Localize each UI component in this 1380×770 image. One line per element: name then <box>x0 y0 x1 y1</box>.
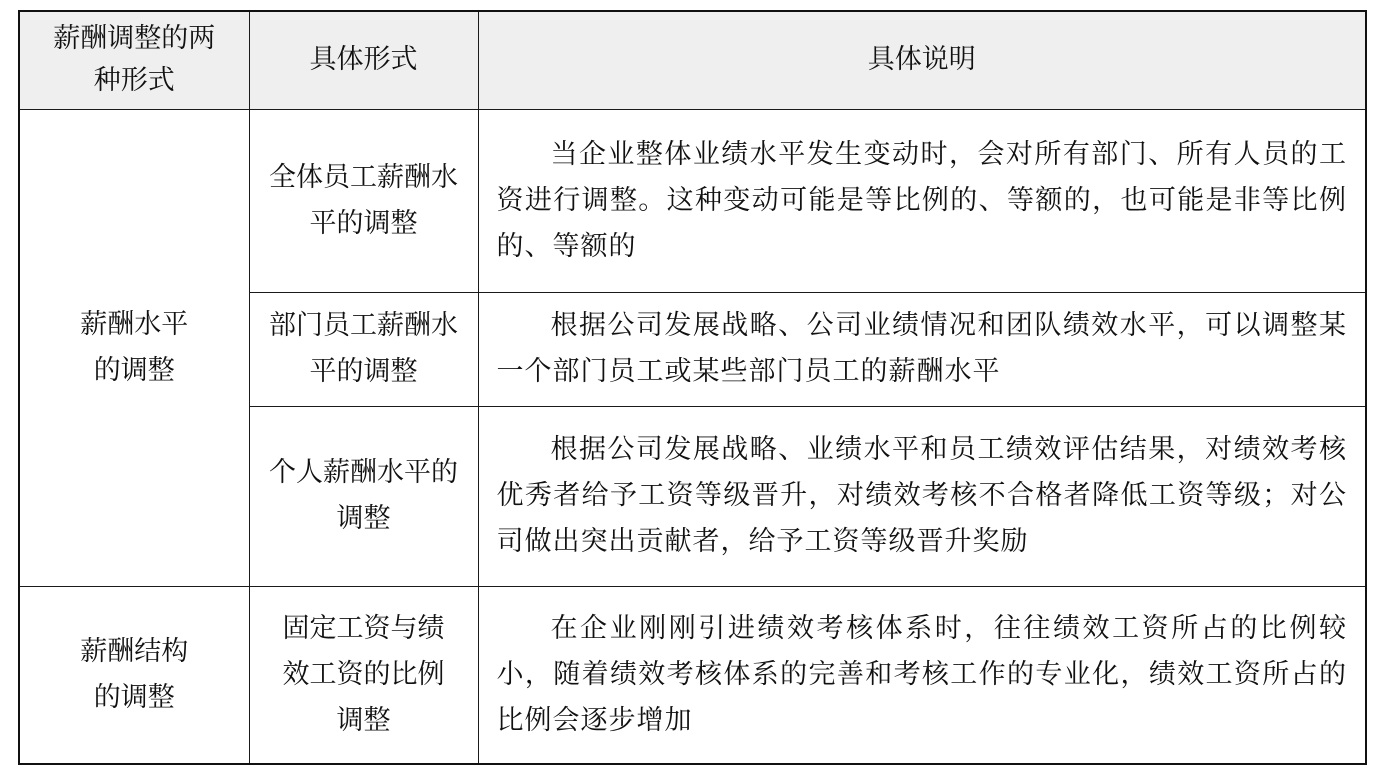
header-specific-description <box>478 11 1366 109</box>
header-specific-form-label: 具体形式 <box>309 44 418 76</box>
form-cell <box>249 406 478 586</box>
form-cell <box>249 292 478 406</box>
table-row <box>19 586 1366 764</box>
form-label: 全体员工薪酬水平的调整 <box>269 161 458 239</box>
description-text: 根据公司发展战略、公司业绩情况和团队绩效水平，可以调整某一个部门员工或某些部门员工的薪酬水平 <box>496 310 1347 387</box>
header-adjustment-type-label: 薪酬调整的两种形式 <box>53 23 216 97</box>
category-cell-salary-structure <box>19 586 249 764</box>
form-label: 固定工资与绩效工资的比例调整 <box>282 612 445 736</box>
form-cell <box>249 109 478 292</box>
description-text: 在企业刚刚引进绩效考核体系时，往往绩效工资所占的比例较小，随着绩效考核体系的完善和考核工作的专业化，绩效工资所占的比例会逐步增加 <box>496 612 1347 736</box>
description-cell <box>478 109 1366 292</box>
category-label: 薪酬水平的调整 <box>80 308 189 386</box>
header-specific-form <box>249 11 478 109</box>
header-specific-description-label: 具体说明 <box>867 44 976 76</box>
description-text: 当企业整体业绩水平发生变动时，会对所有部门、所有人员的工资进行调整。这种变动可能是等比例的、等额的，也可能是非等比例的、等额的 <box>496 138 1347 262</box>
category-label: 薪酬结构的调整 <box>80 635 189 713</box>
description-cell <box>478 406 1366 586</box>
description-cell <box>478 586 1366 764</box>
form-label: 个人薪酬水平的调整 <box>269 457 458 534</box>
table-row <box>19 109 1366 292</box>
category-cell-salary-level <box>19 109 249 586</box>
description-text: 根据公司发展战略、业绩水平和员工绩效评估结果，对绩效考核优秀者给予工资等级晋升，对绩效考核不合格者降低工资等级；对公司做出突出贡献者，给予工资等级晋升奖励 <box>496 434 1347 557</box>
description-cell <box>478 292 1366 406</box>
table-header-row <box>19 11 1366 109</box>
salary-adjustment-table <box>18 10 1367 765</box>
form-label: 部门员工薪酬水平的调整 <box>269 310 458 387</box>
header-adjustment-type <box>19 11 249 109</box>
form-cell <box>249 586 478 764</box>
salary-adjustment-table-container <box>18 10 1367 765</box>
